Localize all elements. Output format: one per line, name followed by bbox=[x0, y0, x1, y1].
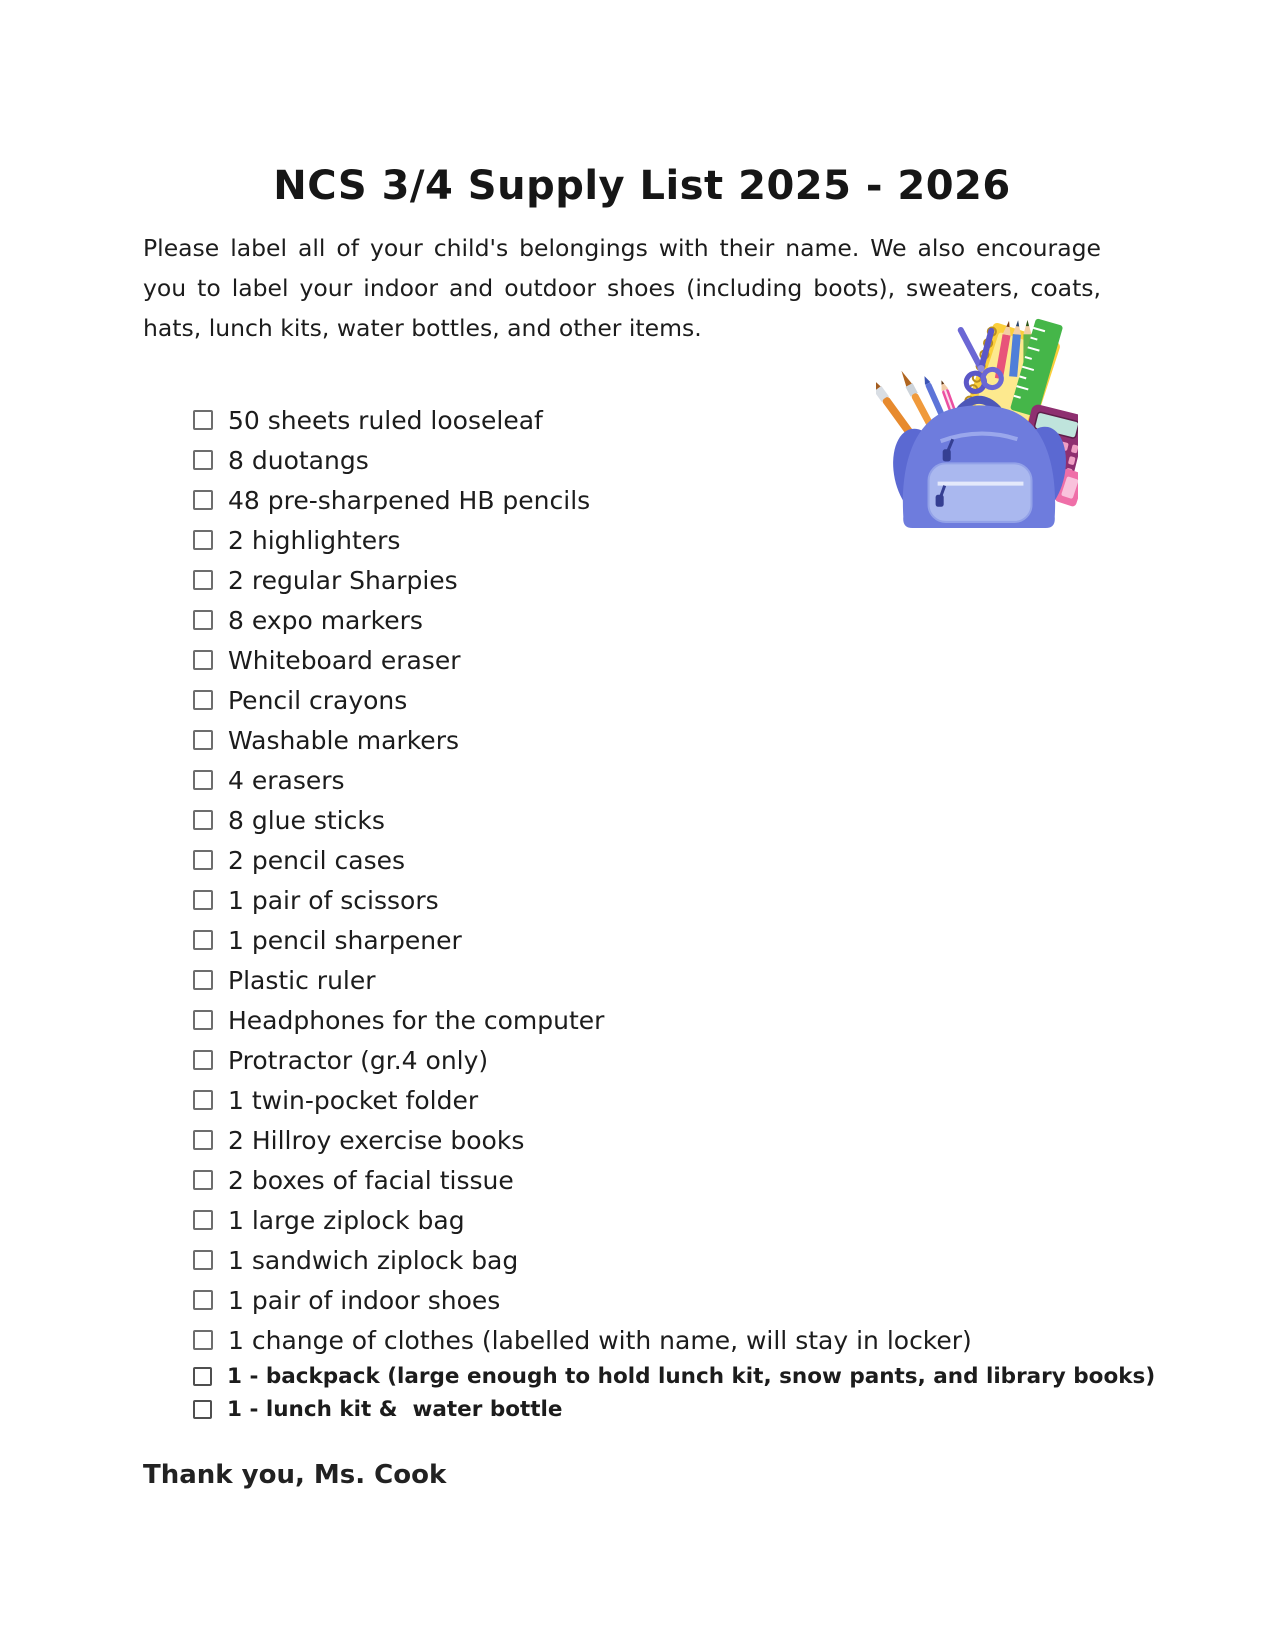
checkbox-icon bbox=[193, 1050, 213, 1070]
checkbox-icon bbox=[193, 1367, 212, 1386]
checklist-item-label: 1 pencil sharpener bbox=[228, 925, 462, 955]
checklist-item-label: 8 expo markers bbox=[228, 605, 423, 635]
checklist-item bbox=[193, 720, 1155, 760]
checklist-item bbox=[193, 1120, 1155, 1160]
checklist-item bbox=[193, 400, 1155, 440]
checkbox-icon bbox=[193, 1010, 213, 1030]
checkbox-icon bbox=[193, 450, 213, 470]
checkbox-icon bbox=[193, 1130, 213, 1150]
checklist-item bbox=[193, 1200, 1155, 1240]
checklist-item-label: 1 change of clothes (labelled with name, will stay in locker) bbox=[228, 1325, 972, 1355]
checkbox-icon bbox=[193, 850, 213, 870]
checklist-item bbox=[193, 1240, 1155, 1280]
checklist-item-label: 2 regular Sharpies bbox=[228, 565, 458, 595]
checklist-item-label: 2 pencil cases bbox=[228, 845, 406, 875]
checklist-item-label: 4 erasers bbox=[228, 765, 345, 795]
checklist-item bbox=[193, 680, 1155, 720]
checklist-item bbox=[193, 560, 1155, 600]
checklist-item-label: 8 duotangs bbox=[228, 445, 369, 475]
checklist-item-label: Washable markers bbox=[228, 725, 459, 755]
checkbox-icon bbox=[193, 490, 213, 510]
checklist-item-label: Protractor (gr.4 only) bbox=[228, 1045, 489, 1075]
checklist-item-label: 1 pair of scissors bbox=[228, 885, 439, 915]
checklist-item bbox=[193, 640, 1155, 680]
checklist-item bbox=[193, 1280, 1155, 1320]
checklist-item bbox=[193, 920, 1155, 960]
checklist-item-label: 1 - backpack (large enough to hold lunch kit, snow pants, and library books) bbox=[227, 1364, 1156, 1389]
checkbox-icon bbox=[193, 410, 213, 430]
checklist-item-label: Pencil crayons bbox=[228, 685, 408, 715]
checklist-item-label: Plastic ruler bbox=[228, 965, 376, 995]
checklist-item-label: 2 highlighters bbox=[228, 525, 401, 555]
checkbox-icon bbox=[193, 650, 213, 670]
page-title: NCS 3/4 Supply List 2025 - 2026 bbox=[273, 163, 1011, 209]
checkbox-icon bbox=[193, 1170, 213, 1190]
closing-text: Thank you, Ms. Cook bbox=[143, 1460, 447, 1490]
checklist-item bbox=[193, 1320, 1155, 1360]
checkbox-icon bbox=[193, 530, 213, 550]
checklist-item bbox=[193, 880, 1155, 920]
checklist-item-label: 1 pair of indoor shoes bbox=[228, 1285, 501, 1315]
checklist-item bbox=[193, 960, 1155, 1000]
checkbox-icon bbox=[193, 570, 213, 590]
checklist-item-label: Headphones for the computer bbox=[228, 1005, 605, 1035]
checklist-item-label: 1 twin-pocket folder bbox=[228, 1085, 479, 1115]
intro-paragraph: Please label all of your child's belongings with their name. We also encourage you to label your indoor and outdoor shoes (including boots), sweaters, coats, hats, lunch kits, water bottles, and other items. bbox=[143, 234, 1101, 342]
checkbox-icon bbox=[193, 730, 213, 750]
checklist-item-label: 8 glue sticks bbox=[228, 805, 385, 835]
checklist-item-label: 1 - lunch kit & water bottle bbox=[227, 1397, 563, 1422]
checkbox-icon bbox=[193, 1210, 213, 1230]
checkbox-icon bbox=[193, 970, 213, 990]
checklist-item bbox=[193, 1393, 1155, 1426]
checklist-item-label: 1 sandwich ziplock bag bbox=[228, 1245, 519, 1275]
checkbox-icon bbox=[193, 810, 213, 830]
checkbox-icon bbox=[193, 1290, 213, 1310]
checklist-item-label: 1 large ziplock bag bbox=[228, 1205, 465, 1235]
checklist-item bbox=[193, 520, 1155, 560]
checklist-item bbox=[193, 1080, 1155, 1120]
checklist-item bbox=[193, 1360, 1155, 1393]
checkbox-icon bbox=[193, 890, 213, 910]
checklist-item-label: Whiteboard eraser bbox=[228, 645, 461, 675]
checkbox-icon bbox=[193, 610, 213, 630]
checklist-item-label: 48 pre-sharpened HB pencils bbox=[228, 485, 591, 515]
checklist-item bbox=[193, 1040, 1155, 1080]
checklist-item bbox=[193, 480, 1155, 520]
checklist-item bbox=[193, 760, 1155, 800]
checklist-item-label: 2 boxes of facial tissue bbox=[228, 1165, 514, 1195]
checklist-item bbox=[193, 1000, 1155, 1040]
supply-checklist bbox=[193, 400, 1155, 1426]
checkbox-icon bbox=[193, 930, 213, 950]
checklist-item bbox=[193, 600, 1155, 640]
checkbox-icon bbox=[193, 1090, 213, 1110]
checklist-item bbox=[193, 800, 1155, 840]
checkbox-icon bbox=[193, 1400, 212, 1419]
checkbox-icon bbox=[193, 770, 213, 790]
checklist-item-label: 50 sheets ruled looseleaf bbox=[228, 405, 543, 435]
checkbox-icon bbox=[193, 1250, 213, 1270]
checkbox-icon bbox=[193, 690, 213, 710]
checkbox-icon bbox=[193, 1330, 213, 1350]
checklist-item-label: 2 Hillroy exercise books bbox=[228, 1125, 525, 1155]
checklist-item bbox=[193, 440, 1155, 480]
checklist-item bbox=[193, 1160, 1155, 1200]
checklist-item bbox=[193, 840, 1155, 880]
